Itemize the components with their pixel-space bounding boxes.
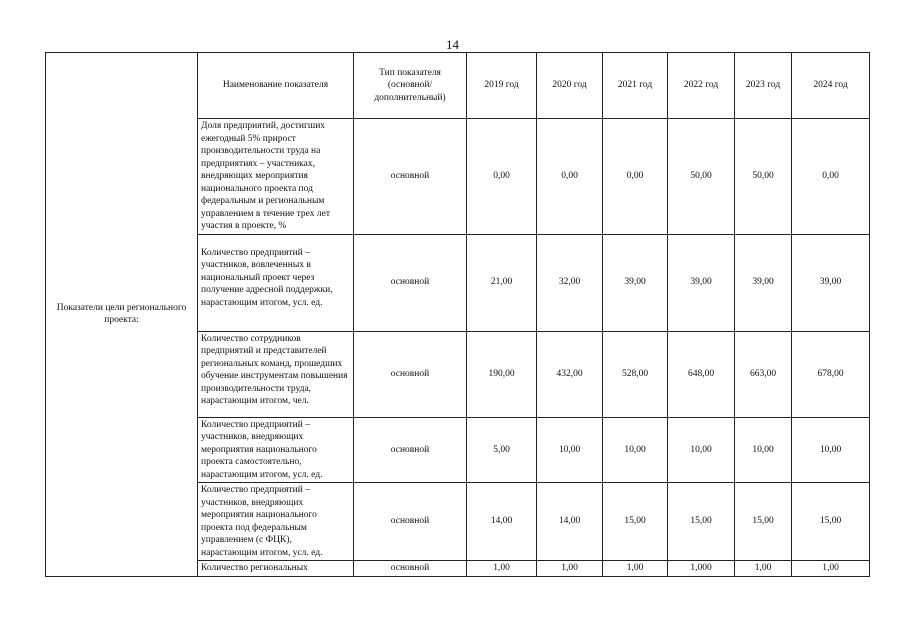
group-label: Показатели цели регионального проекта:: [56, 302, 187, 326]
indicator-type: основной: [354, 483, 467, 561]
indicator-name: Количество предприятий – участников, внедряющих мероприятия национального проекта самостоятельно, нарастающим итогом, усл. ед.: [198, 417, 354, 483]
indicator-type: основной: [354, 234, 467, 331]
value-2023: 1,00: [735, 561, 792, 577]
table-header-row: [46, 53, 870, 119]
value-2023: 663,00: [735, 331, 792, 417]
value-2020: 32,00: [537, 234, 603, 331]
header-year-2024: 2024 год: [792, 53, 870, 119]
value-2024: 0,00: [792, 119, 870, 235]
value-2023: 10,00: [735, 417, 792, 483]
indicator-type: основной: [354, 417, 467, 483]
indicator-name: Количество предприятий – участников, вовлеченных в национальный проект через получение адресной поддержки, нарастающим итогом, усл. ед.: [198, 234, 354, 331]
value-2021: 528,00: [603, 331, 668, 417]
header-year-2023: 2023 год: [735, 53, 792, 119]
header-indicator-type: Тип показателя (основной/ дополнительный): [354, 53, 467, 119]
header-year-2019: 2019 год: [467, 53, 537, 119]
value-2021: 0,00: [603, 119, 668, 235]
header-year-2021: 2021 год: [603, 53, 668, 119]
value-2022: 39,00: [668, 234, 735, 331]
value-2022: 50,00: [668, 119, 735, 235]
value-2021: 10,00: [603, 417, 668, 483]
value-2019: 190,00: [467, 331, 537, 417]
value-2021: 15,00: [603, 483, 668, 561]
value-2024: 678,00: [792, 331, 870, 417]
indicator-name: Количество предприятий – участников, внедряющих мероприятия национального проекта под федеральным управлением (с ФЦК), нарастающим итогом, усл. ед.: [198, 483, 354, 561]
value-2023: 50,00: [735, 119, 792, 235]
page-number: 14: [446, 37, 459, 52]
header-year-2022: 2022 год: [668, 53, 735, 119]
indicator-type: основной: [354, 331, 467, 417]
value-2020: 0,00: [537, 119, 603, 235]
indicators-table: [45, 52, 870, 577]
value-2019: 1,00: [467, 561, 537, 577]
value-2024: 39,00: [792, 234, 870, 331]
value-2024: 1,00: [792, 561, 870, 577]
indicator-type: основной: [354, 561, 467, 577]
value-2019: 0,00: [467, 119, 537, 235]
value-2024: 10,00: [792, 417, 870, 483]
indicator-type: основной: [354, 119, 467, 235]
group-label-cell: [46, 53, 198, 577]
indicator-name: Количество сотрудников предприятий и представителей региональных команд, прошедших обучение инструментам повышения производительности труда, нарастающим итогом, чел.: [198, 331, 354, 417]
indicator-name: Количество региональных: [198, 561, 354, 577]
value-2019: 21,00: [467, 234, 537, 331]
value-2019: 14,00: [467, 483, 537, 561]
indicator-name: Доля предприятий, достигших ежегодный 5% прирост производительности труда на предприятиях – участниках, внедряющих мероприятия национального проекта под федеральным и региональным управлением в течение трех лет участия в проекте, %: [198, 119, 354, 235]
value-2024: 15,00: [792, 483, 870, 561]
value-2019: 5,00: [467, 417, 537, 483]
value-2020: 432,00: [537, 331, 603, 417]
value-2020: 1,00: [537, 561, 603, 577]
value-2020: 14,00: [537, 483, 603, 561]
value-2023: 15,00: [735, 483, 792, 561]
value-2022: 10,00: [668, 417, 735, 483]
value-2020: 10,00: [537, 417, 603, 483]
header-indicator-name: Наименование показателя: [198, 53, 354, 119]
value-2021: 39,00: [603, 234, 668, 331]
value-2022: 648,00: [668, 331, 735, 417]
value-2022: 15,00: [668, 483, 735, 561]
value-2023: 39,00: [735, 234, 792, 331]
value-2021: 1,00: [603, 561, 668, 577]
header-year-2020: 2020 год: [537, 53, 603, 119]
value-2022: 1,000: [668, 561, 735, 577]
